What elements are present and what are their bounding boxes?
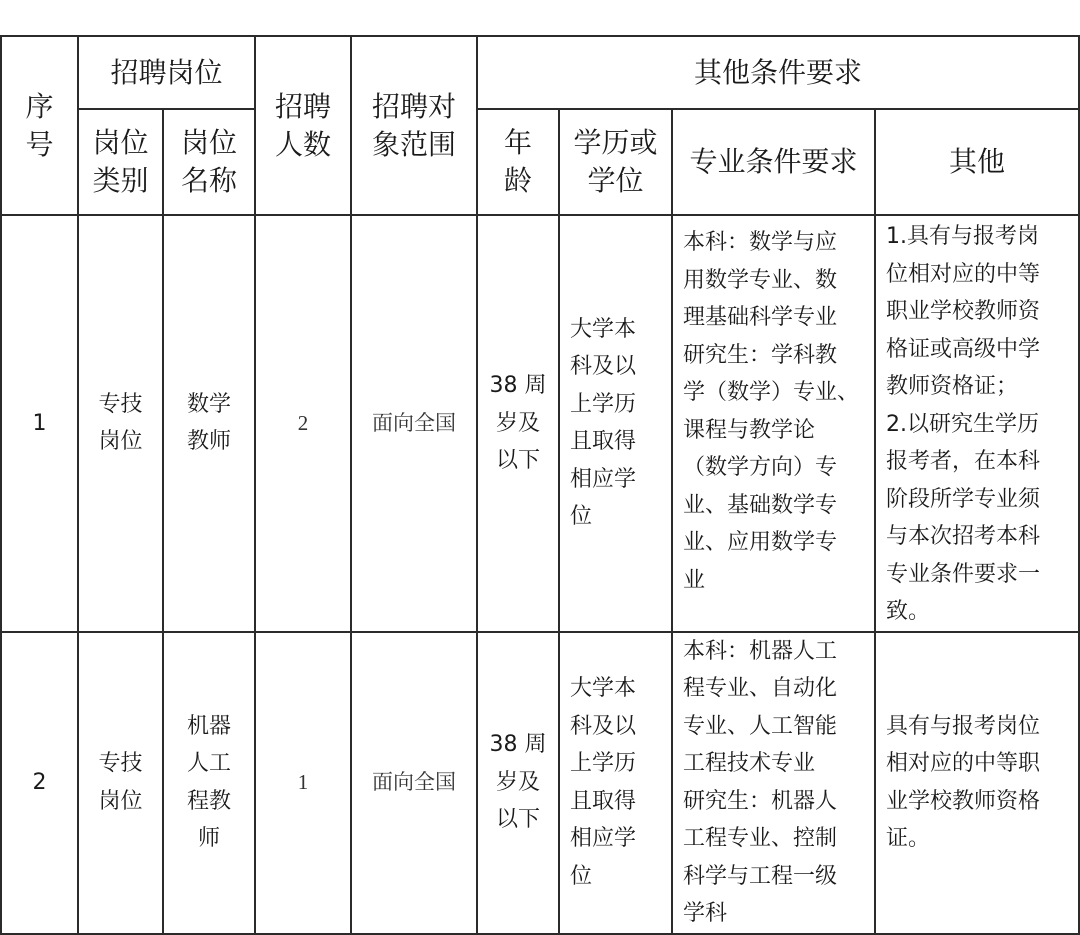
header-scope: 招聘对 象范围	[351, 36, 477, 215]
header-conditions-group: 其他条件要求	[477, 36, 1079, 109]
cell-seq: 1	[1, 215, 78, 632]
header-major: 专业条件要求	[672, 109, 875, 215]
cell-other-requirements: 1.具有与报考岗 位相对应的中等 职业学校教师资 格证或高级中学 教师资格证； 2.以研究生学历 报考者，在本科 阶段所学专业须 与本次招考本科 专业条件要求一 致。	[875, 215, 1079, 632]
header-education: 学历或 学位	[559, 109, 672, 215]
table-row	[1, 215, 1079, 632]
cell-position-name: 机器 人工 程教 师	[163, 632, 255, 934]
cell-category: 专技 岗位	[78, 215, 163, 632]
cell-major-requirements: 本科：机器人工 程专业、自动化 专业、人工智能 工程技术专业 研究生：机器人 工程专业、控制 科学与工程一级 学科	[672, 632, 875, 934]
cell-age: 38 周 岁及 以下	[477, 632, 559, 934]
header-age: 年 龄	[477, 109, 559, 215]
cell-age: 38 周 岁及 以下	[477, 215, 559, 632]
recruitment-table	[0, 35, 1080, 935]
header-row-2	[1, 109, 1079, 215]
cell-headcount: 1	[255, 632, 351, 934]
cell-headcount: 2	[255, 215, 351, 632]
cell-scope: 面向全国	[351, 632, 477, 934]
header-seq: 序 号	[1, 36, 78, 215]
header-position-name: 岗位 名称	[163, 109, 255, 215]
cell-major-requirements: 本科：数学与应 用数学专业、数 理基础科学专业 研究生：学科教 学（数学）专业、 课程与教学论 （数学方向）专 业、基础数学专 业、应用数学专 业	[672, 215, 875, 632]
header-position-category: 岗位 类别	[78, 109, 163, 215]
header-position-group: 招聘岗位	[78, 36, 255, 109]
header-row-1	[1, 36, 1079, 109]
cell-category: 专技 岗位	[78, 632, 163, 934]
header-other: 其他	[875, 109, 1079, 215]
cell-other-requirements: 具有与报考岗位 相对应的中等职 业学校教师资格 证。	[875, 632, 1079, 934]
cell-scope: 面向全国	[351, 215, 477, 632]
cell-education: 大学本 科及以 上学历 且取得 相应学 位	[559, 632, 672, 934]
cell-education: 大学本 科及以 上学历 且取得 相应学 位	[559, 215, 672, 632]
header-headcount: 招聘 人数	[255, 36, 351, 215]
cell-seq: 2	[1, 632, 78, 934]
table-row	[1, 632, 1079, 934]
cell-position-name: 数学 教师	[163, 215, 255, 632]
